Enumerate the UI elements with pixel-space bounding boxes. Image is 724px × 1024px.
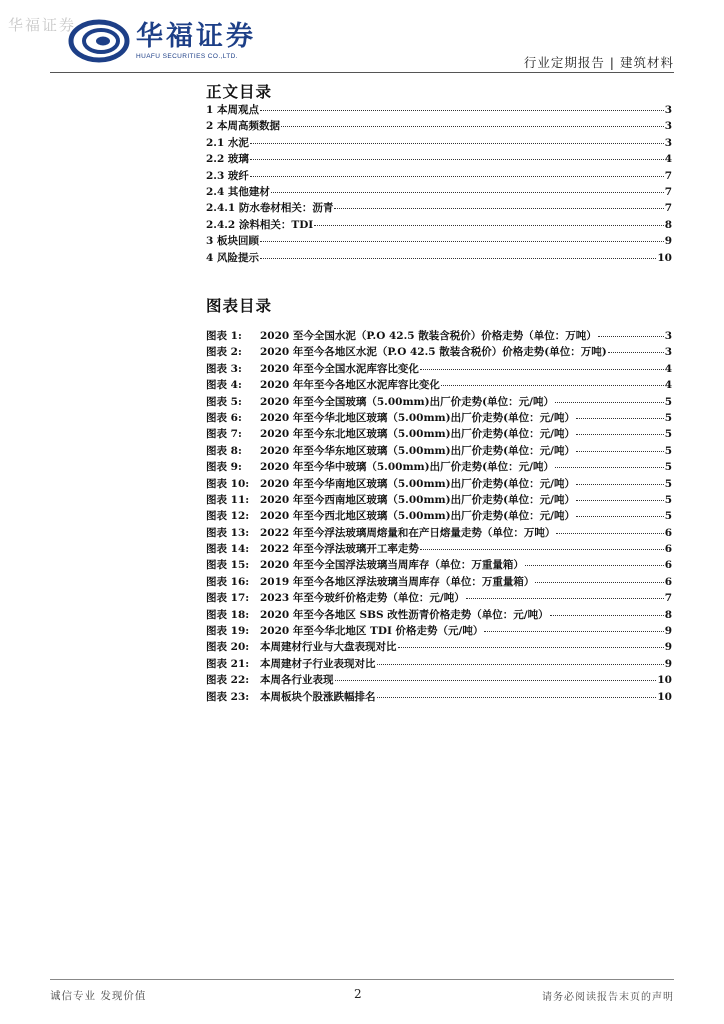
figure-entry-title: 2020 年至今各地区水泥（P.O 42.5 散装含税价）价格走势(单位：万吨) bbox=[260, 346, 607, 359]
logo-name-en: HUAFU SECURITIES CO.,LTD. bbox=[136, 53, 238, 60]
figure-entry-label bbox=[206, 394, 554, 409]
figure-entry-title: 本周各行业表现 bbox=[260, 674, 334, 687]
figure-entry[interactable] bbox=[206, 377, 672, 393]
entry-page-number: 5 bbox=[664, 510, 672, 523]
entry-page-number: 5 bbox=[664, 461, 672, 474]
leader-dots bbox=[420, 369, 664, 370]
figure-entry-title: 本周板块个股涨跌幅排名 bbox=[260, 690, 376, 703]
figure-entry-number: 图表 11: bbox=[206, 493, 250, 506]
figure-entry-label bbox=[206, 639, 397, 654]
leader-dots bbox=[260, 258, 656, 259]
figure-entry-label bbox=[206, 623, 483, 638]
leader-dots bbox=[335, 680, 657, 681]
entry-page-number: 7 bbox=[664, 202, 672, 215]
figure-entry-label bbox=[206, 607, 549, 622]
figure-entry-number: 图表 9: bbox=[206, 461, 242, 474]
leader-dots bbox=[250, 159, 664, 160]
figure-entry-label bbox=[206, 541, 419, 556]
figure-entry-label bbox=[206, 590, 465, 605]
figure-entry[interactable] bbox=[206, 410, 672, 426]
entry-page-number: 10 bbox=[657, 251, 672, 264]
leader-dots bbox=[441, 385, 664, 386]
contents-entry-label: 3 板块回顾 bbox=[206, 235, 259, 248]
leader-dots bbox=[535, 582, 663, 583]
entry-page-number: 3 bbox=[664, 120, 672, 133]
figure-entry-title: 本周建材行业与大盘表现对比 bbox=[260, 641, 397, 654]
contents-entry-label: 2 本周高频数据 bbox=[206, 120, 280, 133]
figure-entry-label bbox=[206, 525, 555, 540]
contents-entry-label: 2.4.1 防水卷材相关：沥青 bbox=[206, 202, 334, 215]
figure-entry-number: 图表 6: bbox=[206, 411, 242, 424]
leader-dots bbox=[556, 533, 663, 534]
footer-slogan: 诚信专业 发现价值 bbox=[50, 990, 147, 1002]
figure-entry-title: 2020 年至今华北地区 TDI 价格走势（元/吨） bbox=[260, 625, 484, 638]
figure-entry-number: 图表 1: bbox=[206, 330, 242, 342]
figure-entry-title: 2023 年至今玻纤价格走势（单位：元/吨） bbox=[260, 592, 465, 605]
figure-entry[interactable] bbox=[206, 541, 672, 557]
figure-entry[interactable] bbox=[206, 459, 672, 475]
figure-entry-number: 图表 18: bbox=[206, 608, 250, 621]
footer-divider bbox=[50, 979, 674, 980]
contents-list bbox=[206, 102, 672, 266]
figure-entry-label bbox=[206, 492, 575, 507]
entry-page-number: 6 bbox=[664, 543, 672, 556]
leader-dots bbox=[398, 647, 664, 648]
entry-page-number: 5 bbox=[664, 477, 672, 490]
contents-entry[interactable] bbox=[206, 118, 672, 134]
figure-entry-title: 2022 年至今浮法玻璃周熔量和在产日熔量走势（单位：万吨） bbox=[260, 526, 556, 539]
entry-page-number: 4 bbox=[664, 153, 672, 166]
figure-entry-label bbox=[206, 689, 376, 704]
leader-dots bbox=[314, 225, 663, 226]
figure-entry-title: 2020 年至今华北地区玻璃（5.00mm)出厂价走势(单位：元/吨） bbox=[260, 411, 575, 424]
figure-entry-title: 2020 年至今西北地区玻璃（5.00mm)出厂价走势(单位：元/吨） bbox=[260, 510, 575, 523]
figure-entry-number: 图表 2: bbox=[206, 346, 242, 359]
entry-page-number: 7 bbox=[664, 185, 672, 198]
figure-entry-title: 2020 年年至今各地区水泥库容比变化 bbox=[260, 379, 440, 392]
figure-entry-title: 2020 年至今全国浮法玻璃当周库存（单位：万重量箱） bbox=[260, 559, 524, 572]
figure-entry-number: 图表 5: bbox=[206, 395, 242, 408]
entry-page-number: 6 bbox=[664, 575, 672, 588]
figure-entry-title: 2020 年至今华南地区玻璃（5.00mm)出厂价走势(单位：元/吨） bbox=[260, 477, 575, 490]
entry-page-number: 8 bbox=[664, 218, 672, 231]
entry-page-number: 3 bbox=[664, 136, 672, 149]
figure-entry-number: 图表 13: bbox=[206, 526, 250, 539]
entry-page-number: 5 bbox=[664, 411, 672, 424]
contents-entry[interactable] bbox=[206, 200, 672, 216]
figure-entry-label bbox=[206, 377, 440, 392]
figure-entry-number: 图表 14: bbox=[206, 543, 250, 556]
leader-dots bbox=[466, 598, 664, 599]
figure-entry-label bbox=[206, 426, 575, 441]
leader-dots bbox=[271, 192, 664, 193]
entry-page-number: 5 bbox=[664, 444, 672, 457]
contents-entry-label: 1 本周观点 bbox=[206, 104, 259, 116]
leader-dots bbox=[377, 697, 657, 698]
leader-dots bbox=[576, 418, 664, 419]
figure-entry-label bbox=[206, 459, 554, 474]
figure-entry-title: 2020 年至今华中玻璃（5.00mm)出厂价走势(单位：元/吨） bbox=[260, 461, 554, 474]
leader-dots bbox=[598, 336, 664, 337]
leader-dots bbox=[420, 549, 664, 550]
entry-page-number: 5 bbox=[664, 493, 672, 506]
entry-page-number: 5 bbox=[664, 395, 672, 408]
figure-entry-number: 图表 4: bbox=[206, 379, 242, 392]
figure-entry-number: 图表 10: bbox=[206, 477, 250, 490]
figure-entry-number: 图表 22: bbox=[206, 674, 250, 687]
figure-entry-title: 2022 年至今浮法玻璃开工率走势 bbox=[260, 543, 419, 556]
leader-dots bbox=[250, 176, 664, 177]
contents-entry[interactable] bbox=[206, 151, 672, 167]
entry-page-number: 3 bbox=[664, 104, 672, 116]
figure-entry-title: 2020 年至今全国水泥库容比变化 bbox=[260, 362, 419, 375]
figure-entry[interactable] bbox=[206, 557, 672, 573]
contents-entry[interactable] bbox=[206, 250, 672, 266]
figure-entry-number: 图表 16: bbox=[206, 575, 250, 588]
figure-entry-number: 图表 15: bbox=[206, 559, 250, 572]
leader-dots bbox=[576, 516, 664, 517]
figure-entry-number: 图表 17: bbox=[206, 592, 250, 605]
contents-entry[interactable] bbox=[206, 184, 672, 200]
figure-entry-label bbox=[206, 344, 607, 359]
figure-entry-label bbox=[206, 443, 575, 458]
figure-entry[interactable] bbox=[206, 394, 672, 410]
figure-entry[interactable] bbox=[206, 361, 672, 377]
figure-entry[interactable] bbox=[206, 525, 672, 541]
contents-entry-label: 2.4.2 涂料相关：TDI bbox=[206, 218, 314, 231]
watermark-text: 华福证券 bbox=[8, 16, 77, 34]
contents-title: 正文目录 bbox=[206, 83, 273, 101]
figure-entry-label bbox=[206, 328, 597, 343]
entry-page-number: 8 bbox=[664, 608, 672, 621]
footer-disclaimer: 请务必阅读报告末页的声明 bbox=[542, 992, 674, 1003]
leader-dots bbox=[334, 208, 663, 209]
figure-entry-number: 图表 12: bbox=[206, 510, 250, 523]
figure-entry-title: 2019 年至今各地区浮法玻璃当周库存（单位：万重量箱） bbox=[260, 575, 535, 588]
figure-entry-title: 本周建材子行业表现对比 bbox=[260, 657, 376, 670]
leader-dots bbox=[576, 484, 664, 485]
logo-swirl-icon bbox=[68, 18, 130, 64]
figure-entry-number: 图表 7: bbox=[206, 428, 242, 441]
figure-entry-label bbox=[206, 361, 419, 376]
entry-page-number: 3 bbox=[664, 330, 672, 342]
figure-entry-title: 2020 年至今华东地区玻璃（5.00mm)出厂价走势(单位：元/吨） bbox=[260, 444, 575, 457]
contents-entry-label: 2.4 其他建材 bbox=[206, 185, 270, 198]
leader-dots bbox=[608, 352, 664, 353]
figure-entry-label bbox=[206, 656, 376, 671]
figure-entry-number: 图表 23: bbox=[206, 690, 250, 703]
leader-dots bbox=[484, 631, 663, 632]
leader-dots bbox=[250, 143, 664, 144]
figure-entry[interactable] bbox=[206, 426, 672, 442]
contents-entry[interactable] bbox=[206, 217, 672, 233]
contents-entry[interactable] bbox=[206, 102, 672, 118]
contents-entry[interactable] bbox=[206, 168, 672, 184]
figure-entry-title: 2020 年至今各地区 SBS 改性沥青价格走势（单位：元/吨） bbox=[260, 608, 549, 621]
contents-entry-label: 4 风险提示 bbox=[206, 251, 259, 264]
figure-entry-number: 图表 21: bbox=[206, 657, 250, 670]
page-number: 2 bbox=[354, 987, 362, 1001]
leader-dots bbox=[281, 126, 664, 127]
leader-dots bbox=[550, 615, 664, 616]
leader-dots bbox=[377, 664, 664, 665]
entry-page-number: 7 bbox=[664, 169, 672, 182]
contents-entry[interactable] bbox=[206, 135, 672, 151]
leader-dots bbox=[260, 110, 664, 111]
figure-entry-title: 2020 年至今西南地区玻璃（5.00mm)出厂价走势(单位：元/吨） bbox=[260, 493, 575, 506]
contents-entry-label: 2.1 水泥 bbox=[206, 136, 249, 149]
entry-page-number: 9 bbox=[664, 625, 672, 638]
leader-dots bbox=[576, 500, 664, 501]
figure-entry-label bbox=[206, 574, 534, 589]
header-divider bbox=[50, 72, 674, 73]
entry-page-number: 6 bbox=[664, 526, 672, 539]
figure-entry[interactable] bbox=[206, 476, 672, 492]
figure-entry[interactable] bbox=[206, 574, 672, 590]
figure-entry[interactable] bbox=[206, 639, 672, 655]
figure-entry-title: 2020 至今全国水泥（P.O 42.5 散装含税价）价格走势（单位：万吨） bbox=[260, 330, 597, 342]
figure-entry[interactable] bbox=[206, 656, 672, 672]
figure-entry[interactable] bbox=[206, 590, 672, 606]
contents-entry-label: 2.3 玻纤 bbox=[206, 169, 249, 182]
entry-page-number: 4 bbox=[664, 362, 672, 375]
entry-page-number: 6 bbox=[664, 559, 672, 572]
entry-page-number: 10 bbox=[657, 690, 672, 703]
figure-entry[interactable] bbox=[206, 492, 672, 508]
leader-dots bbox=[576, 451, 664, 452]
figure-entry[interactable] bbox=[206, 672, 672, 688]
contents-entry[interactable] bbox=[206, 233, 672, 249]
figures-title: 图表目录 bbox=[206, 297, 273, 315]
logo-name-cn: 华福证券 bbox=[136, 21, 256, 52]
entry-page-number: 3 bbox=[664, 346, 672, 359]
leader-dots bbox=[260, 241, 664, 242]
figures-list bbox=[206, 328, 672, 705]
figure-entry-title: 2020 年至今东北地区玻璃（5.00mm)出厂价走势(单位：元/吨） bbox=[260, 428, 575, 441]
entry-page-number: 9 bbox=[664, 235, 672, 248]
figure-entry-number: 图表 3: bbox=[206, 362, 242, 375]
leader-dots bbox=[576, 434, 664, 435]
figure-entry[interactable] bbox=[206, 607, 672, 623]
entry-page-number: 9 bbox=[664, 657, 672, 670]
report-type: 行业定期报告 | 建筑材料 bbox=[523, 55, 674, 70]
figure-entry-number: 图表 19: bbox=[206, 625, 250, 638]
figure-entry-number: 图表 20: bbox=[206, 641, 250, 654]
figure-entry[interactable] bbox=[206, 623, 672, 639]
figure-entry-label bbox=[206, 557, 524, 572]
leader-dots bbox=[555, 402, 664, 403]
figure-entry-label bbox=[206, 508, 575, 523]
figure-entry-title: 2020 年至今全国玻璃（5.00mm)出厂价走势(单位：元/吨） bbox=[260, 395, 554, 408]
entry-page-number: 4 bbox=[664, 379, 672, 392]
entry-page-number: 7 bbox=[664, 592, 672, 605]
company-logo bbox=[68, 18, 256, 64]
figure-entry[interactable] bbox=[206, 344, 672, 360]
leader-dots bbox=[555, 467, 664, 468]
figure-entry-label bbox=[206, 476, 575, 491]
figure-entry-label bbox=[206, 672, 334, 687]
figure-entry-number: 图表 8: bbox=[206, 444, 242, 457]
figure-entry[interactable] bbox=[206, 689, 672, 705]
contents-entry-label: 2.2 玻璃 bbox=[206, 153, 249, 166]
entry-page-number: 9 bbox=[664, 641, 672, 654]
figure-entry-label bbox=[206, 410, 575, 425]
entry-page-number: 5 bbox=[664, 428, 672, 441]
figure-entry[interactable] bbox=[206, 443, 672, 459]
figure-entry[interactable] bbox=[206, 328, 672, 344]
figure-entry[interactable] bbox=[206, 508, 672, 524]
leader-dots bbox=[525, 565, 664, 566]
entry-page-number: 10 bbox=[657, 674, 672, 687]
